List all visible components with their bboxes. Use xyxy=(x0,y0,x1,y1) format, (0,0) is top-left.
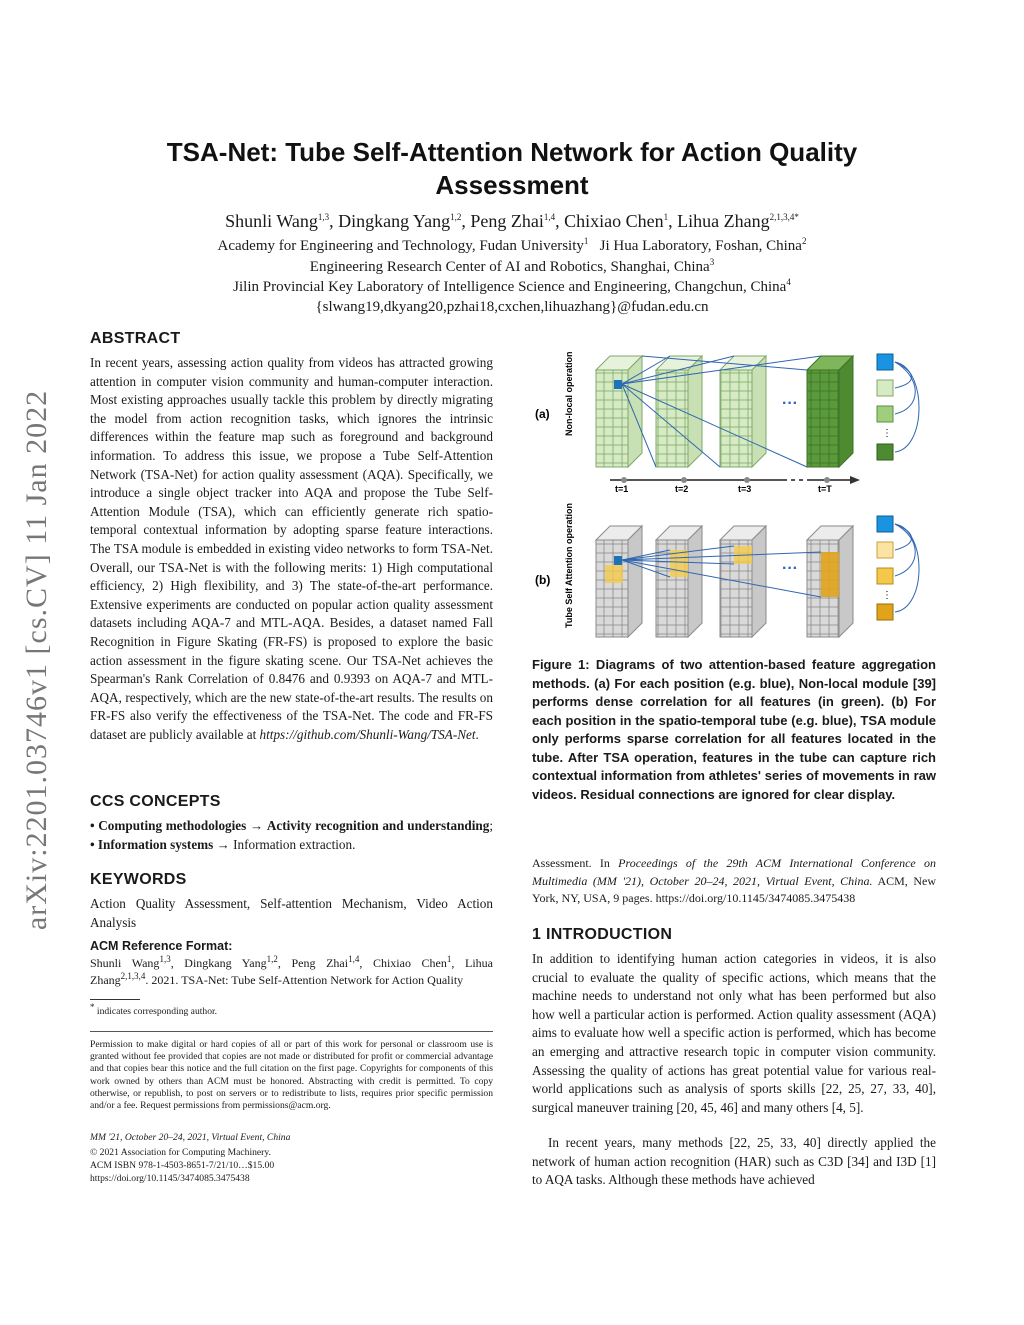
paper-title xyxy=(100,136,924,202)
acm-reference-text: Shunli Wang$^{1,3}$, Dingkang Yang$^{1,2}$, Peng Zhai$^{1,4}$, Chixiao Chen$^1$, Lihua Zhang$^{2,1,3,4}$. 2021. TSA-Net: Tube Self-Attention Network for Action Quality xyxy=(90,954,493,987)
side-label-b: Tube Self Attention operation xyxy=(564,503,574,628)
keywords-text: Action Quality Assessment, Self-attention Mechanism, Video Action Analysis xyxy=(90,896,493,930)
author: Lihua Zhang xyxy=(677,211,770,231)
title-line-2: Assessment xyxy=(435,170,589,200)
affiliation-line-3: Jilin Provincial Key Laboratory of Intelligence Science and Engineering, Changchun, China$^4$ xyxy=(233,277,791,295)
svg-text:⋮: ⋮ xyxy=(882,428,892,439)
acm-reference-heading: ACM Reference Format: xyxy=(90,939,233,953)
title-line-1: TSA-Net: Tube Self-Attention Network for Action Quality xyxy=(166,137,858,167)
author-list: Shunli Wang$^{1,3}$, Dingkang Yang$^{1,2}$, Peng Zhai$^{1,4}$, Chixiao Chen$^1$, Lihua Zhang$^{2,1,3,4*}$ xyxy=(225,211,799,231)
code-url-link[interactable]: https://github.com/Shunli-Wang/TSA-Net xyxy=(259,726,476,742)
footnote: * indicates corresponding author. xyxy=(90,1001,218,1017)
figure-1-diagram xyxy=(532,328,936,648)
copyright-line: © 2021 Association for Computing Machinery. xyxy=(90,1147,271,1158)
feature-stack-a xyxy=(877,354,919,460)
t-label: t=2 xyxy=(675,484,689,494)
tsa-frames xyxy=(596,526,853,637)
label-a: (a) xyxy=(535,407,550,421)
ccs-text: • Computing methodologies → Activity recognition and understanding; • Information systems → Information extraction. xyxy=(90,818,494,852)
arxiv-identifier: arXiv:2201.03746v1 [cs.CV] 11 Jan 2022 xyxy=(20,389,53,931)
dots-a: ··· xyxy=(782,395,798,412)
figure-1 xyxy=(532,328,936,648)
t-label: t=3 xyxy=(738,484,752,494)
isbn-line: ACM ISBN 978-1-4503-8651-7/21/10…$15.00 xyxy=(90,1160,275,1171)
reference-continuation: Assessment. In Proceedings of the 29th ACM International Conference on Multimedia (MM '21), October 20–24, 2021, Virtual Event, China. ACM, New York, NY, USA, 9 pages. https://doi.org/10.1145/3474085.3475438 xyxy=(532,856,937,905)
footnote-rule xyxy=(90,999,140,1000)
introduction-paragraph-1: In addition to identifying human action categories in videos, it is also crucial to evaluate the quality of specific actions, which means that the machine needs to understand not only what has been performed but also how well a particular action is performed. Action quality assessment (AQA) aims to evaluate how well a specific action is performed, which has become an emerging and attractive research topic in computer vision community. Assessing the quality of actions has great potential value for various real-world applications such as analysis of sports skills [22, 25, 27, 33, 40], surgical maneuver training [20, 45, 46] and many others [4, 5]. xyxy=(532,951,936,1115)
svg-text:⋮: ⋮ xyxy=(882,590,892,601)
feature-stack-b xyxy=(877,516,919,620)
introduction-heading: 1 INTRODUCTION xyxy=(532,926,673,943)
author: Chixiao Chen xyxy=(564,211,664,231)
author-emails: {slwang19,dkyang20,pzhai18,cxchen,lihuazhang}@fudan.edu.cn xyxy=(315,299,709,315)
keywords-heading: KEYWORDS xyxy=(90,871,187,888)
author: Shunli Wang xyxy=(225,211,318,231)
label-b: (b) xyxy=(535,573,551,587)
t-label: t=T xyxy=(818,484,832,494)
timeline xyxy=(610,476,860,494)
affiliation-line-2: Engineering Research Center of AI and Robotics, Shanghai, China$^3$ xyxy=(309,257,715,275)
conference-line: MM '21, October 20–24, 2021, Virtual Event, China xyxy=(90,1132,291,1143)
doi-line[interactable]: https://doi.org/10.1145/3474085.3475438 xyxy=(90,1173,250,1184)
permission-text: Permission to make digital or hard copies of all or part of this work for personal or classroom use is granted without fee provided that copies are not made or distributed for profit or commercial advantage and that copies bear this notice and the full citation on the first page. Copyrights for components of this work owned by others than ACM must be honored. Abstracting with credit is permitted. To copy otherwise, or republish, to post on servers or to redistribute to lists, requires prior specific permission and/or a fee. Request permissions from permissions@acm.org. xyxy=(90,1039,493,1112)
permission-rule xyxy=(90,1031,493,1032)
dots-b: ··· xyxy=(782,560,798,577)
author: Peng Zhai xyxy=(470,211,544,231)
introduction-paragraph-2: In recent years, many methods [22, 25, 33, 40] directly applied the network of human action recognition (HAR) such as C3D [34] and I3D [1] to AQA tasks. Although these methods have achieved xyxy=(532,1135,936,1188)
ccs-heading: CCS CONCEPTS xyxy=(90,793,221,810)
affiliation-line-1: Academy for Engineering and Technology, Fudan University$^1$ Ji Hua Laboratory, Foshan, China$^2$ xyxy=(217,236,807,254)
side-label-a: Non-local operation xyxy=(564,351,574,436)
abstract-text: In recent years, assessing action quality from videos has attracted growing attention in computer vision community and human-computer interaction. Most existing approaches usually tackle this problem by directly migrating the model from action recognition tasks, which ignores the intrinsic differences within the feature map such as foreground and background information. To address this issue, we propose a Tube Self-Attention Network (TSA-Net) for action quality assessment (AQA). Specifically, we introduce a single object tracker into AQA and propose the Tube Self-Attention Module (TSA), which can efficiently generate rich spatio-temporal contextual information by adopting sparse feature interactions. The TSA module is embedded in existing video networks to form TSA-Net. Overall, our TSA-Net is with the following merits: 1) High computational efficiency, 2) High flexibility, and 3) The state-of-the-art performance. Extensive experiments are conducted on popular action quality assessment datasets including AQA-7 and MTL-AQA. Besides, a dataset named Fall Recognition in Figure Skating (FR-FS) is proposed to explore the basic action assessment in the figure skating scene. Our TSA-Net achieves the Spearman's Rank Correlation of 0.8476 and 0.9393 on AQA-7 and MTL-AQA, respectively, which are the new state-of-the-art results. The results on FR-FS also verify the effectiveness of the TSA-Net. The code and FR-FS dataset are publicly available at https://github.com/Shunli-Wang/TSA-Net. xyxy=(90,355,493,742)
figure-1-caption: Figure 1: Diagrams of two attention-based feature aggregation methods. (a) For each position (e.g. blue), Non-local module [39] performs dense correlation for all features (in green). (b) For each position in the spatio-temporal tube (e.g. blue), TSA module only performs sparse correlation for all features located in the tube. After TSA operation, features in the tube can capture rich contextual information from athletes' series of movements in raw videos. Residual connections are ignored for clear display. xyxy=(532,657,936,802)
abstract-heading: ABSTRACT xyxy=(90,330,181,347)
non-local-frames xyxy=(596,356,853,467)
author: Dingkang Yang xyxy=(338,211,451,231)
t-label: t=1 xyxy=(615,484,629,494)
